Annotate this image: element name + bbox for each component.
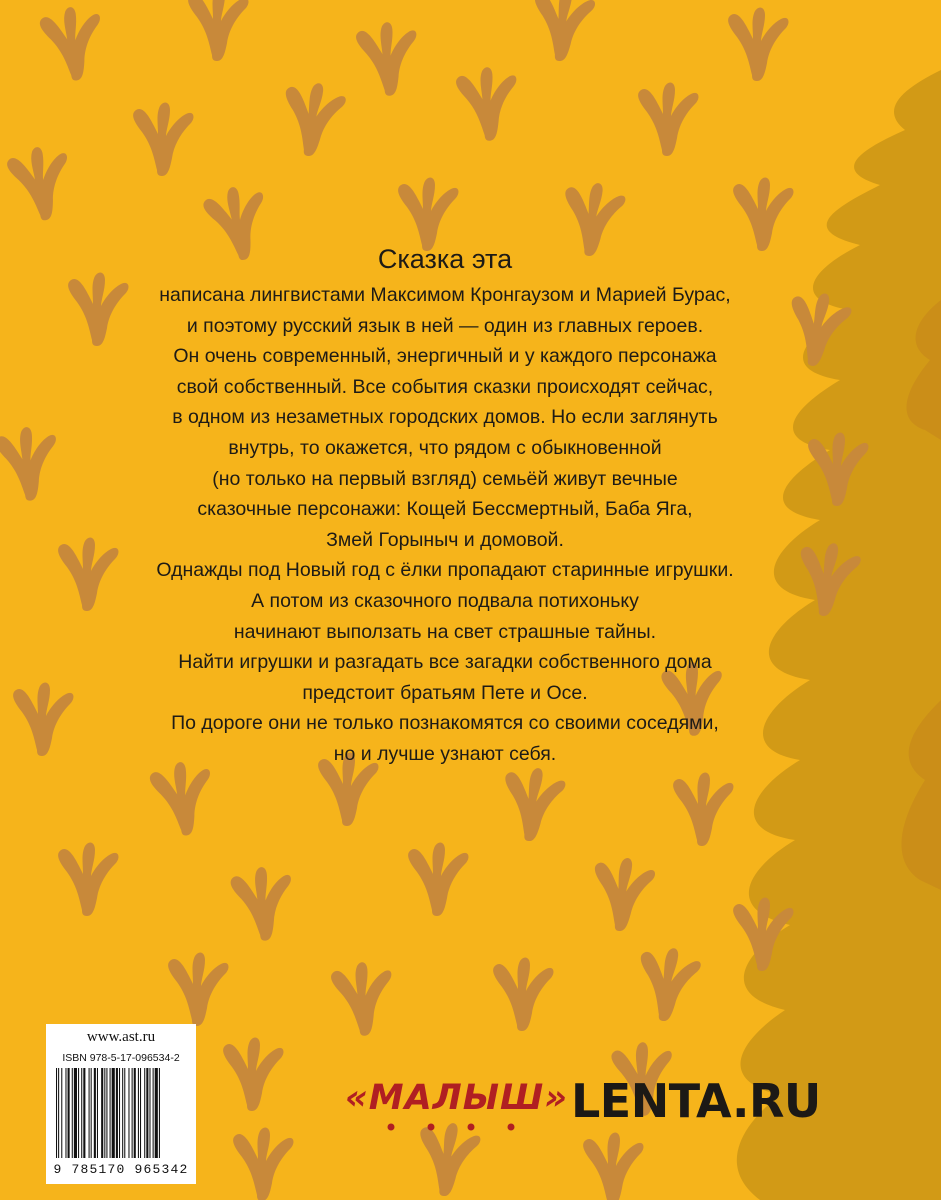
lenta-ru-logo: LENTA.RU	[571, 1074, 821, 1128]
annotation-line: начинают выползать на свет страшные тайны.	[233, 620, 657, 643]
barcode-digits: 9 785170 965342	[53, 1162, 189, 1177]
annotation-line: внутрь, то окажется, что рядом с обыкновенной	[228, 436, 662, 459]
malysh-logo: «МАЛЫШ»	[345, 1078, 568, 1118]
malysh-dots-icon	[383, 1122, 533, 1132]
annotation-line: (но только на первый взгляд) семьёй живут вечные	[212, 467, 678, 490]
annotation-line: сказочные персонажи: Кощей Бессмертный, Баба Яга,	[197, 498, 693, 521]
annotation-line: в одном из незаметных городских домов. Но если заглянуть	[172, 406, 718, 429]
annotation-line: Однажды под Новый год с ёлки пропадают старинные игрушки.	[156, 559, 734, 582]
annotation-line: и поэтому русский язык в ней — один из главных героев.	[186, 314, 704, 337]
annotation-line: Он очень современный, энергичный и у каждого персонажа	[173, 345, 717, 368]
annotation-line: предстоит братьям Пете и Осе.	[302, 681, 588, 704]
annotation-line: свой собственный. Все события сказки происходят сейчас,	[176, 375, 714, 398]
annotation-line: По дороге они не только познакомятся со своими соседями,	[171, 712, 719, 735]
annotation-line: но и лучше узнают себя.	[333, 742, 557, 765]
annotation-line: Найти игрушки и разгадать все загадки собственного дома	[178, 651, 712, 674]
annotation-heading: Сказка эта	[377, 244, 513, 274]
barcode-block	[46, 1024, 196, 1184]
annotation-line: Змей Горыныч и домовой.	[326, 528, 564, 551]
barcode-icon	[54, 1068, 188, 1160]
isbn-number: ISBN 978-5-17-096534-2	[62, 1052, 180, 1064]
publisher-website: www.ast.ru	[86, 1029, 156, 1045]
annotation-line: А потом из сказочного подвала потихоньку	[251, 589, 639, 612]
annotation-line: написана лингвистами Максимом Кронгаузом и Марией Бурас,	[159, 284, 731, 306]
annotation-text	[110, 242, 780, 770]
